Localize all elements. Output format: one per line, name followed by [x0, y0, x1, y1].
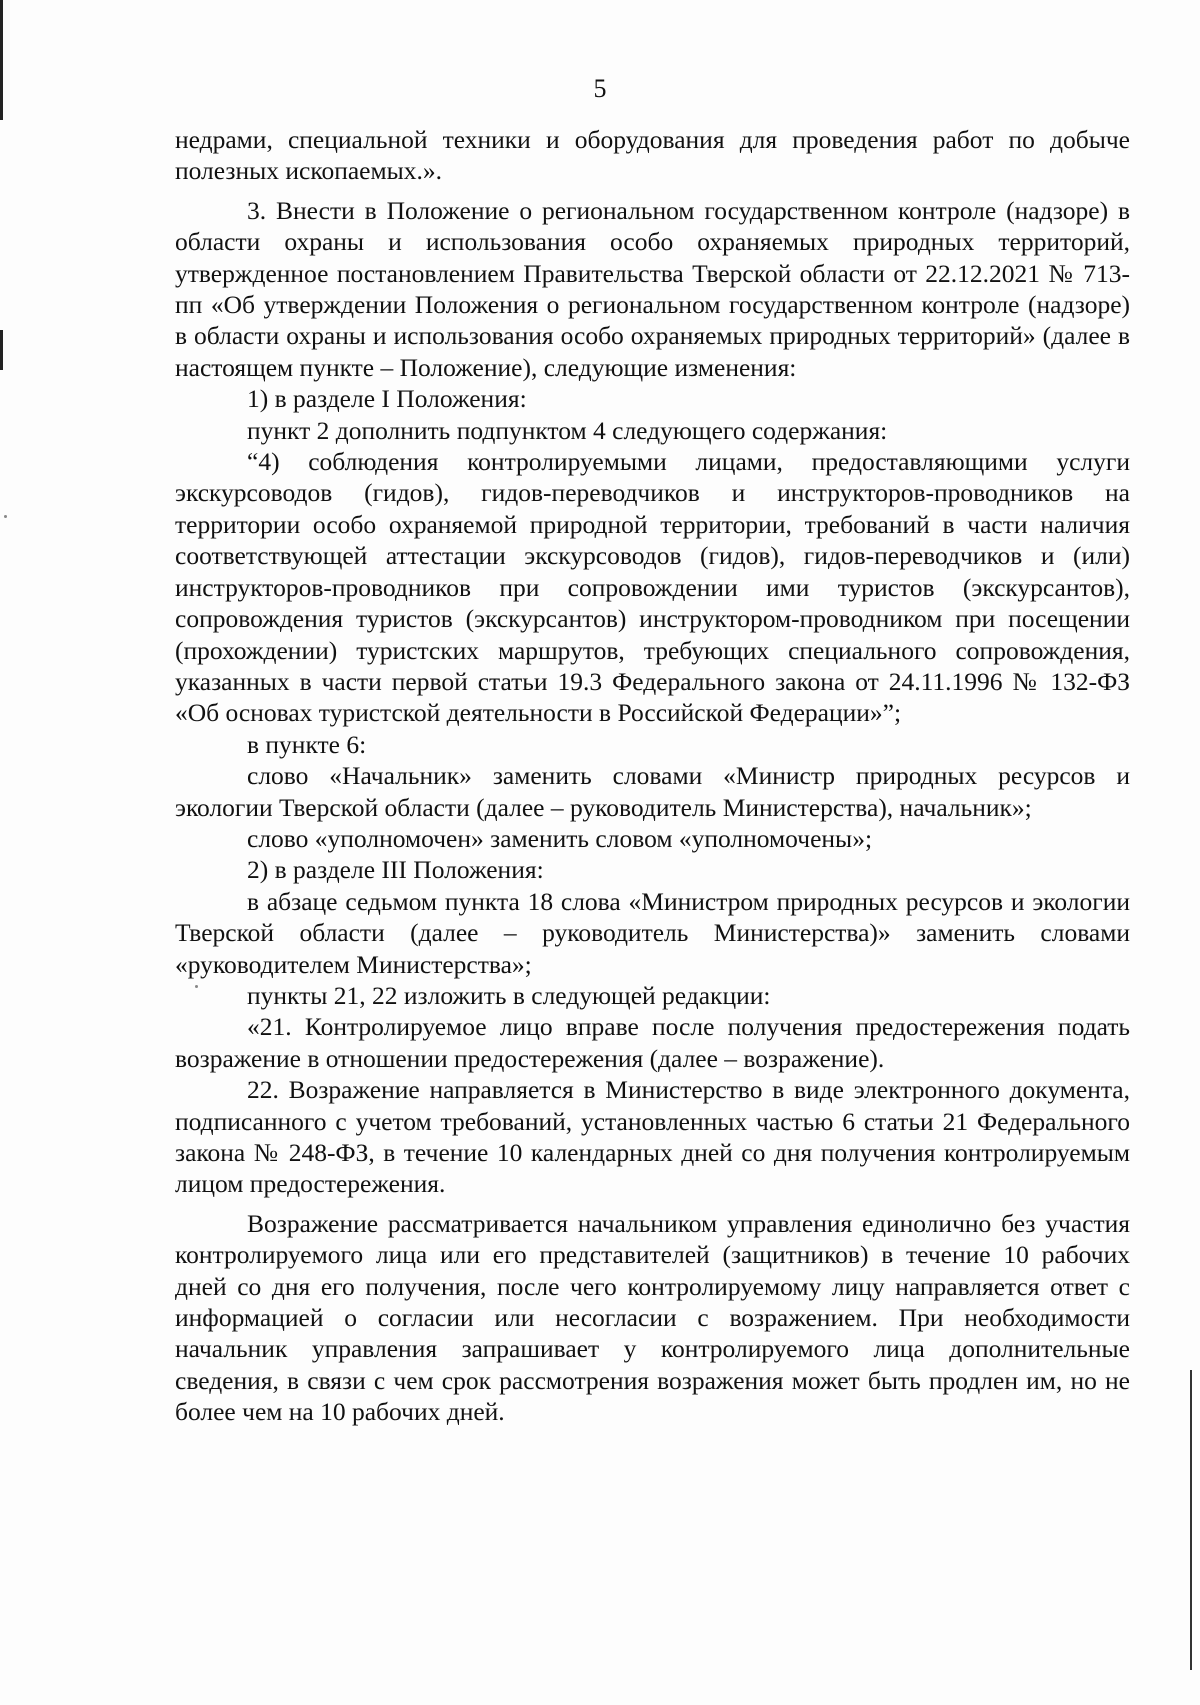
- document-body: [175, 124, 1130, 1428]
- scan-edge-right: [1190, 1370, 1192, 1670]
- scan-speck: [4, 515, 7, 518]
- paragraph: слово «Начальник» заменить словами «Министр природных ресурсов и экологии Тверской области (далее – руководитель Министерства), начальник»;: [175, 761, 1130, 822]
- paragraph: 22. Возражение направляется в Министерство в виде электронного документа, подписанного с учетом требований, установленных частью 6 статьи 21 Федерального закона № 248-ФЗ, в течение 10 календарных дней со дня получения контролируемым лицом предостережения.: [175, 1075, 1130, 1199]
- paragraph: Возражение рассматривается начальником управления единолично без участия контролируемого лица или его представителей (защитников) в течение 10 рабочих дней со дня его получения, после чего контролируемому лицу направляется ответ с информацией о согласии или несогласии с возражением. При необходимости начальник управления запрашивает у контролируемого лица дополнительные сведения, в связи с чем срок рассмотрения возражения может быть продлен им, но не более чем на 10 рабочих дней.: [175, 1208, 1130, 1427]
- paragraph: в абзаце седьмом пункта 18 слова «Министром природных ресурсов и экологии Тверской области (далее – руководитель Министерства)» заменить словами «руководителем Министерства»;: [175, 886, 1130, 979]
- paragraph: пункт 2 дополнить подпунктом 4 следующего содержания:: [247, 415, 888, 445]
- scan-edge-left: [0, 330, 3, 370]
- paragraph: «21. Контролируемое лицо вправе после получения предостережения подать возражение в отношении предостережения (далее – возражение).: [175, 1012, 1130, 1073]
- paragraph: 2) в разделе III Положения:: [247, 855, 544, 885]
- paragraph: слово «уполномочен» заменить словом «уполномочены»;: [247, 823, 873, 853]
- paragraph: в пункте 6:: [247, 729, 367, 759]
- paragraph: 3. Внести в Положение о региональном государственном контроле (надзоре) в области охраны и использования особо охраняемых природных территорий, утвержденное постановлением Правительства Тверской области от 22.12.2021 № 713-пп «Об утверждении Положения о региональном государственном контроле (надзоре) в области охраны и использования особо охраняемых природных территорий» (далее в настоящем пункте – Положение), следующие изменения:: [175, 195, 1130, 382]
- paragraph: 1) в разделе I Положения:: [247, 384, 527, 414]
- paragraph: пункты 21, 22 изложить в следующей редакции:: [247, 980, 771, 1010]
- paragraph: недрами, специальной техники и оборудования для проведения работ по добыче полезных ископаемых.».: [175, 125, 1130, 186]
- page-number: 5: [593, 74, 607, 103]
- paragraph: “4) соблюдения контролируемыми лицами, предоставляющими услуги экскурсоводов (гидов), гидов-переводчиков и инструкторов-проводников на территории особо охраняемой природной территории, требований в части наличия соответствующей аттестации экскурсоводов (гидов), гидов-переводчиков и (или) инструкторов-проводников при сопровождении ими туристов (экскурсантов), сопровождения туристов (экскурсантов) инструктором-проводником при посещении (прохождении) туристских маршрутов, требующих специального сопровождения, указанных в части первой статьи 19.3 Федерального закона от 24.11.1996 № 132-ФЗ «Об основах туристской деятельности в Российской Федерации»”;: [175, 447, 1130, 728]
